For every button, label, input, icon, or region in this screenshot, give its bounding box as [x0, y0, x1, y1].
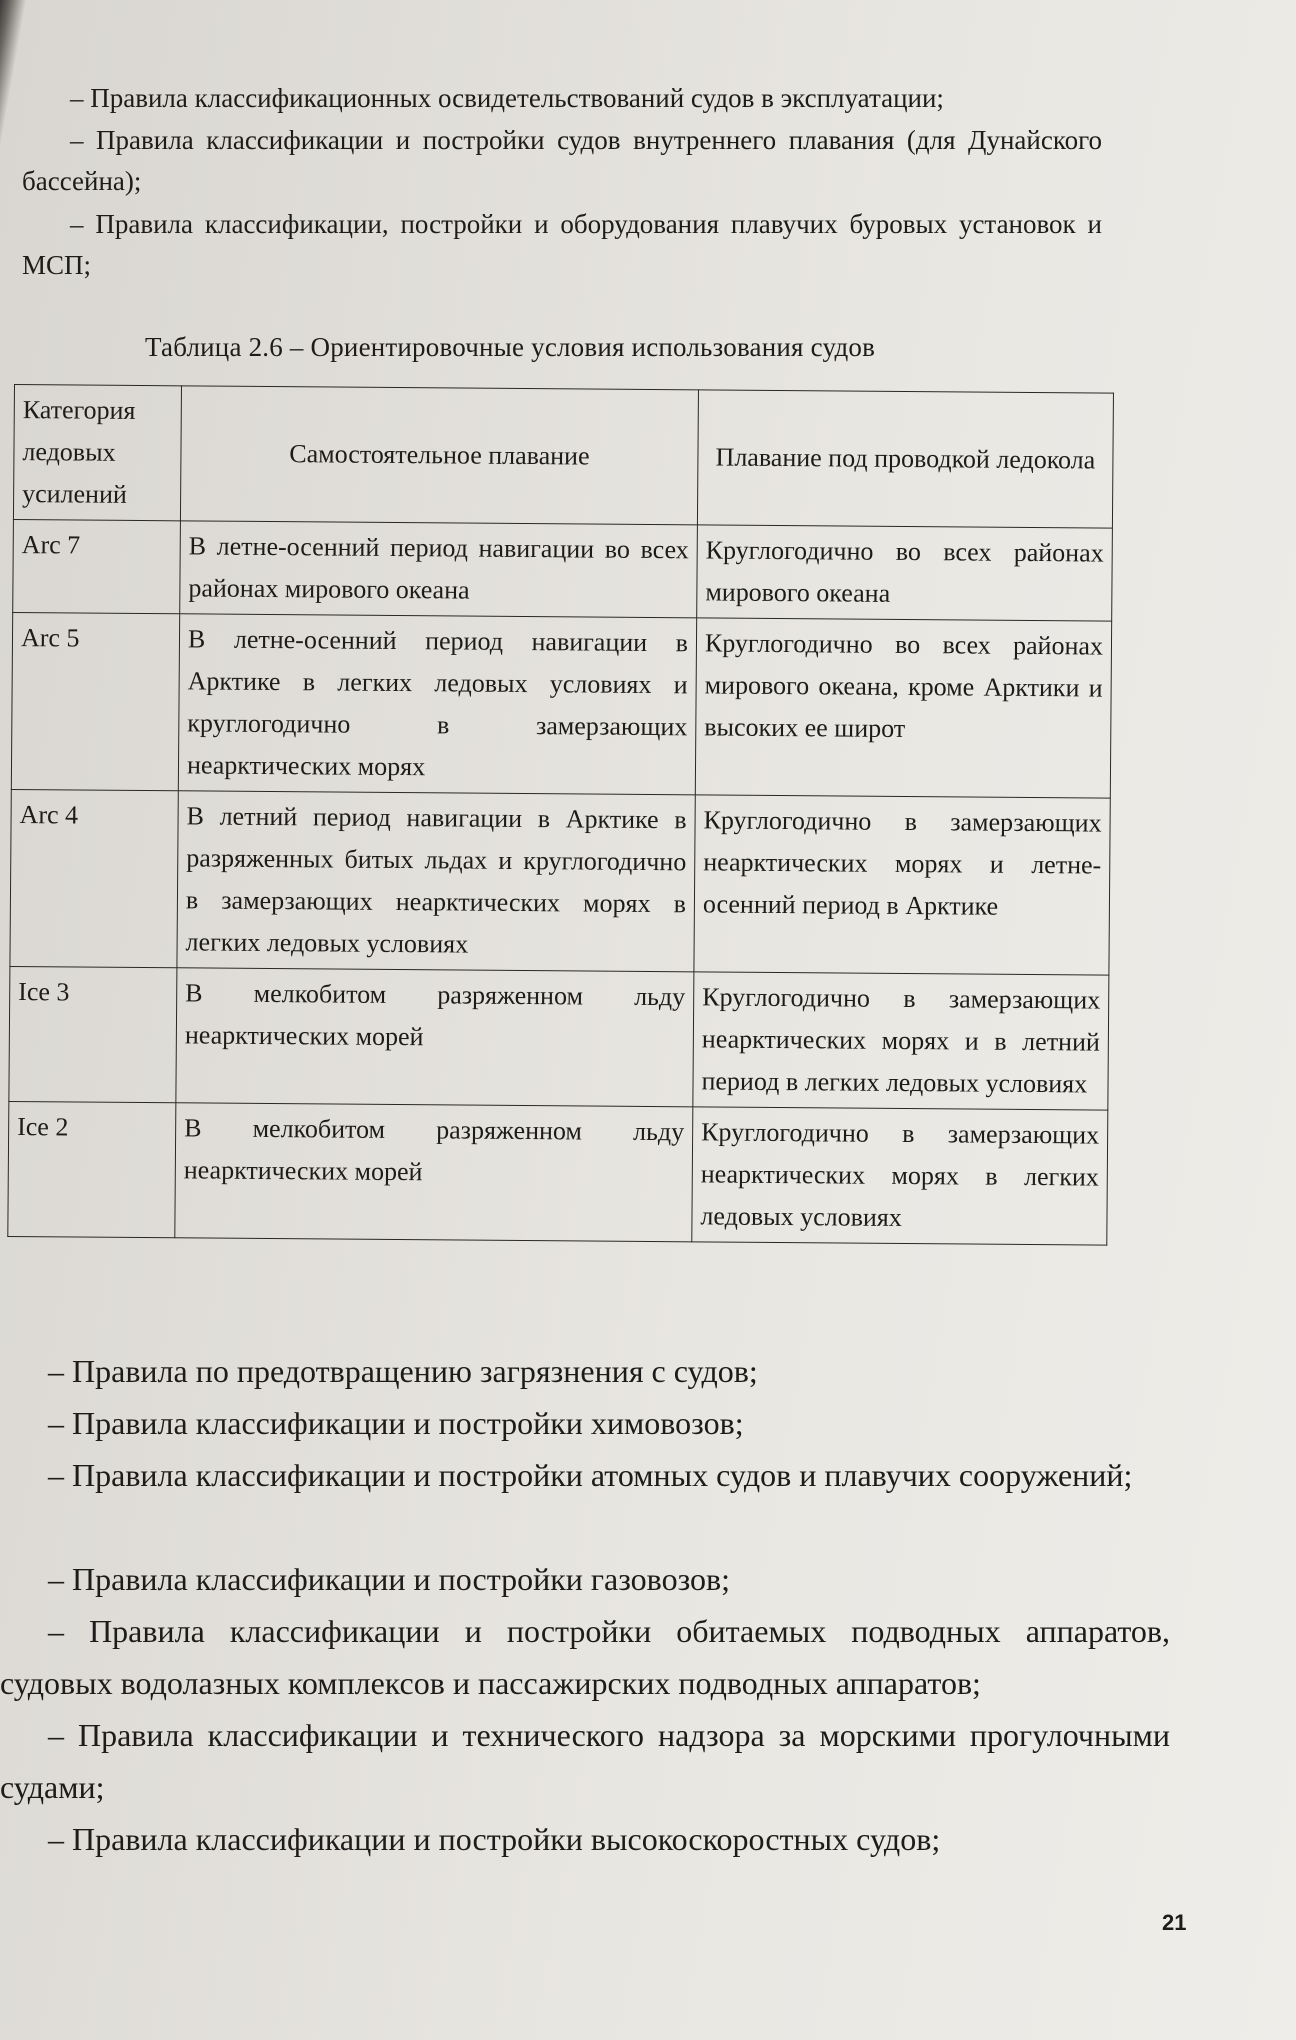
rule-item: – Правила классификации и постройки высокоскоростных судов;: [48, 1821, 941, 1857]
table-row: [9, 966, 1109, 1110]
rule-item: – Правила классификации и постройки газовозов;: [48, 1561, 731, 1597]
cell-escorted: Круглогодично во всех районах мирового океана, кроме Арктики и высоких ее широт: [695, 618, 1111, 798]
cell-independent: В летне-осенний период навигации в Арктике в легких ледовых условиях и круглогодично в замерзающих неарктических морях: [178, 614, 696, 795]
rule-item: – Правила классификационных освидетельствований судов в эксплуатации;: [70, 83, 944, 113]
ice-conditions-table: [7, 384, 1114, 1246]
cell-escorted: Круглогодично в замерзающих неарктических морях и в летний период в легких ледовых условиях: [693, 972, 1109, 1110]
rule-item: – Правила классификации и постройки судов внутреннего плавания (для Дунайского бассейна);: [22, 125, 1102, 196]
cell-independent: В мелкобитом разряженном льду неарктических морей: [176, 968, 694, 1107]
table-header-row: [13, 385, 1113, 529]
cell-category: Arc 5: [11, 612, 179, 790]
rule-item: – Правила классификации и технического надзора за морскими прогулочными судами;: [0, 1717, 1170, 1805]
cell-escorted: Круглогодично в замерзающих неарктических морях в легких ледовых условиях: [692, 1107, 1108, 1245]
rule-item: – Правила классификации и постройки химовозов;: [48, 1405, 744, 1441]
cell-escorted: Круглогодично во всех районах мирового океана: [697, 525, 1113, 621]
rule-item: – Правила классификации и постройки обитаемых подводных аппаратов, судовых водолазных комплексов и пассажирских подводных аппаратов;: [0, 1613, 1170, 1701]
cell-escorted: Круглогодично в замерзающих неарктических морях и летне-осенний период в Арктике: [694, 795, 1110, 975]
table-row: [8, 1101, 1108, 1245]
cell-independent: В летний период навигации в Арктике в разряженных битых льдах и круглогодично в замерзающих неарктических морях в легких ледовых условиях: [177, 791, 695, 972]
rule-item: – Правила классификации, постройки и оборудования плавучих буровых установок и МСП;: [22, 209, 1102, 280]
table-row: [11, 612, 1111, 798]
rule-item: – Правила классификации и постройки атомных судов и плавучих сооружений;: [48, 1457, 1133, 1493]
table-caption: Таблица 2.6 – Ориентировочные условия использования судов: [145, 332, 876, 362]
cell-category: Ice 2: [8, 1101, 176, 1237]
cell-category: Arc 7: [13, 519, 181, 613]
table-row: [13, 519, 1113, 621]
cell-category: Ice 3: [9, 966, 177, 1102]
page-number: 21: [1162, 1910, 1187, 1935]
cell-independent: В мелкобитом разряженном льду неарктических морей: [175, 1103, 693, 1242]
header-escorted: Плавание под проводкой ледокола: [697, 390, 1113, 528]
cell-category: Arc 4: [10, 789, 178, 967]
table-row: [10, 789, 1110, 975]
rule-item: – Правила по предотвращению загрязнения с судов;: [48, 1353, 758, 1389]
header-category: Категория ледовых усилений: [13, 385, 181, 521]
cell-independent: В летне-осенний период навигации во всех районах мирового океана: [180, 521, 698, 618]
header-independent: Самостоятельное плавание: [180, 386, 698, 525]
